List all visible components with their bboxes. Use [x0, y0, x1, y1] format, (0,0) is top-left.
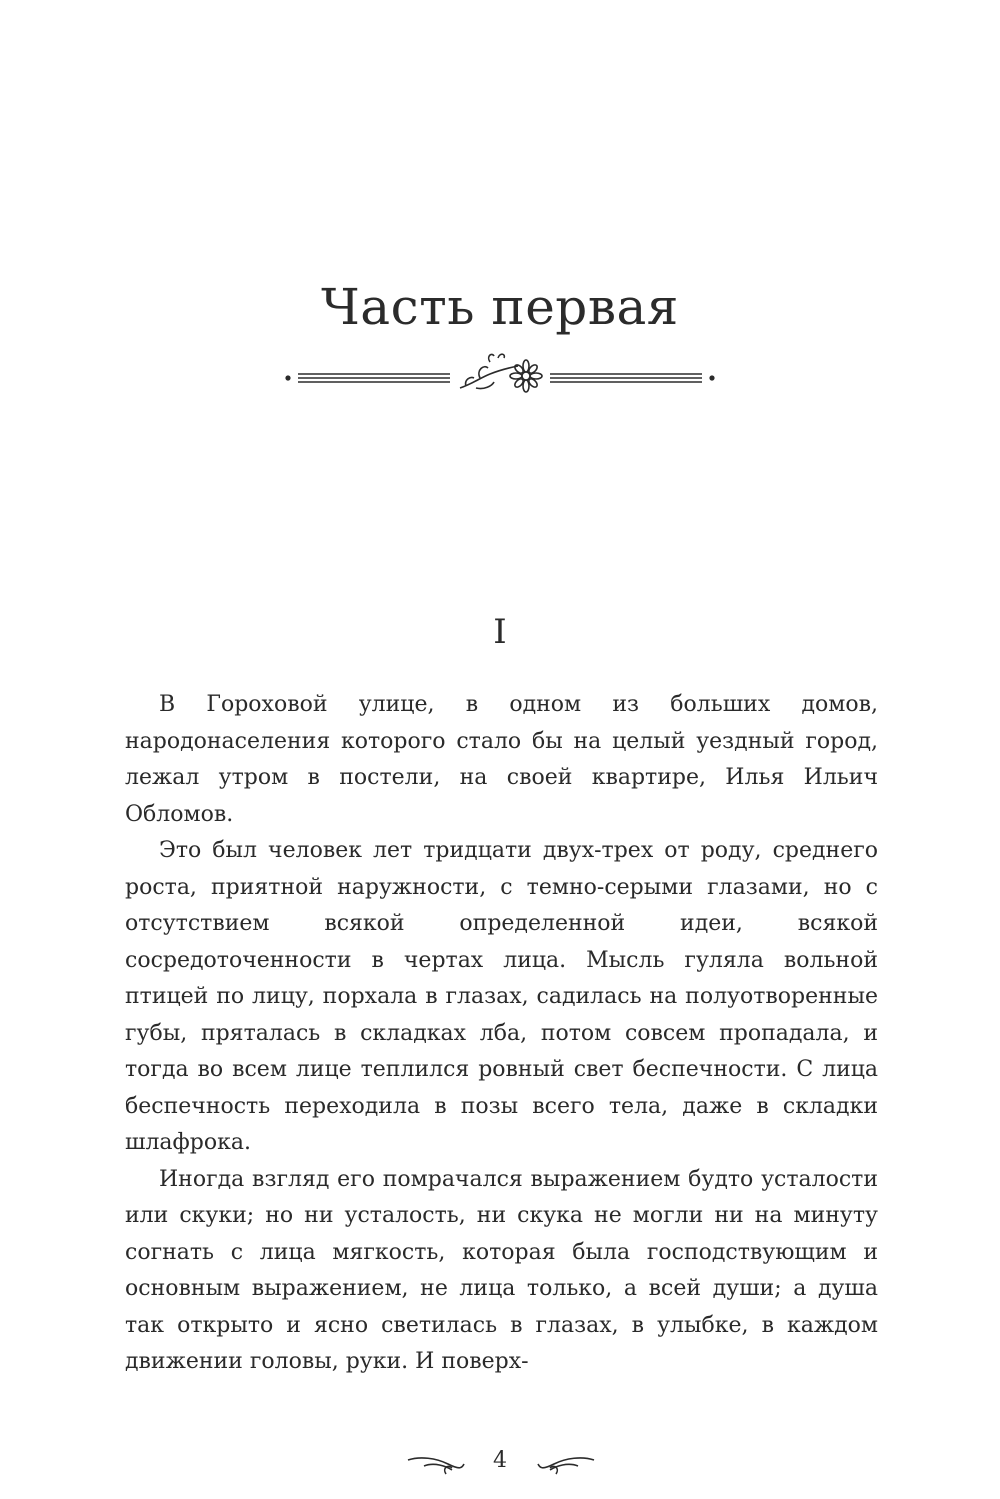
- page-number: 4: [493, 1448, 507, 1473]
- paragraph: В Гороховой улице, в одном из больших домов, народонаселения которого стало бы на целый уездный город, лежал утром в постели, на своей квартире, Илья Ильич Обломов.: [125, 692, 878, 827]
- chapter-number: I: [493, 612, 507, 652]
- right-flourish-icon: [536, 1454, 596, 1476]
- page-footer: [0, 1448, 1000, 1480]
- body-text: [125, 687, 878, 1381]
- paragraph: Иногда взгляд его помрачался выражением будто усталости или скуки; но ни усталость, ни скука не могли ни на минуту согнать с лица мягкость, которая была господствующим и основным выражением, не лица только, а всей души; а душа так открыто и ясно светилась в глазах, в улыбке, в каждом движении головы, руки. И поверх-: [125, 1166, 878, 1374]
- part-title: Часть первая: [321, 278, 679, 336]
- floral-divider-ornament: [280, 344, 720, 404]
- paragraph: Это был человек лет тридцати двух-трех от роду, среднего роста, приятной наружности, с темно-серыми глазами, но с отсутствием всякой определенной идеи, всякой сосредоточенности в чертах лица. Мысль гуляла вольной птицей по лицу, порхала в глазах, садилась на полуотворенные губы, пряталась в складках лба, потом совсем пропадала, и тогда во всем лице теплился ровный свет беспечности. С лица беспечность переходила в позы всего тела, даже в складки шлафрока.: [125, 838, 878, 1155]
